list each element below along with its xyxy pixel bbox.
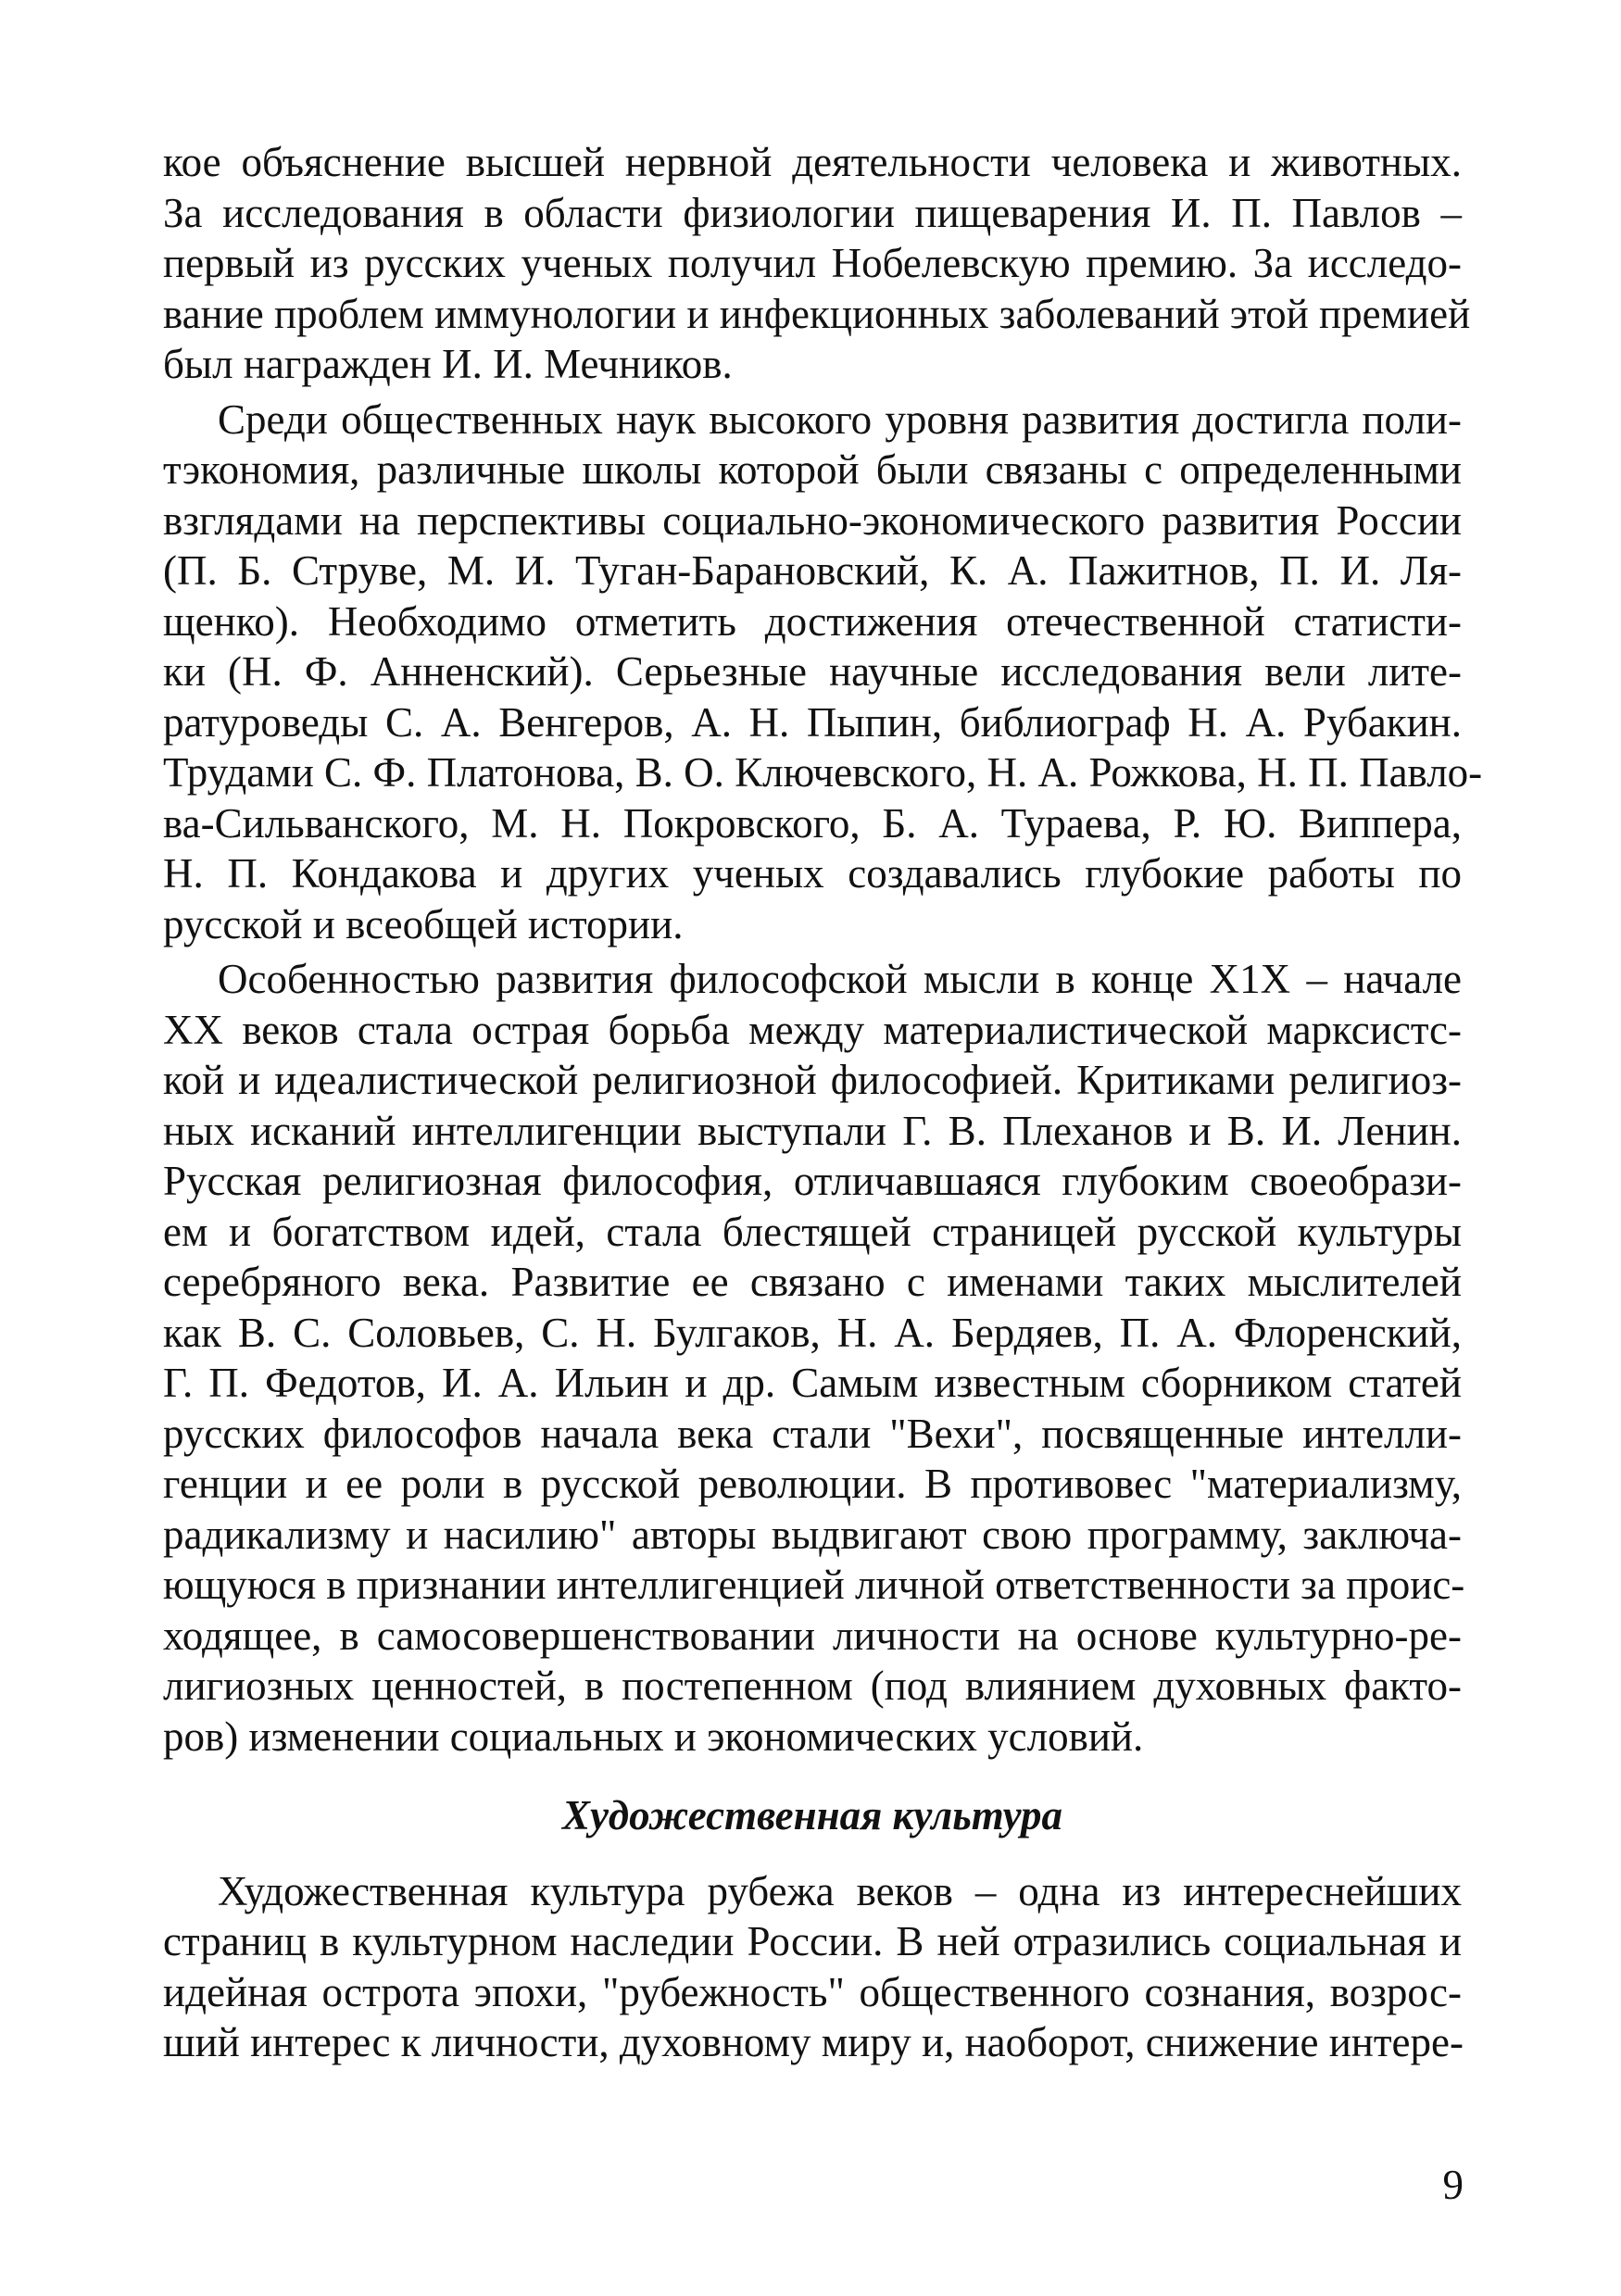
text-line: ва-Сильванского, М. Н. Покровского, Б. А. Тураева, Р. Ю. Виппера, <box>163 799 1462 847</box>
text-line: Н. П. Кондакова и других ученых создавались глубокие работы по <box>163 850 1462 897</box>
text-line: русской и всеобщей истории. <box>163 900 684 947</box>
section-paragraph <box>163 1866 1462 2068</box>
text-line: тэкономия, различные школы которой были связаны с определенными <box>163 446 1462 493</box>
text-line: серебряного века. Развитие ее связано с именами таких мыслителей <box>163 1259 1462 1305</box>
text-line: Особенностью развития философской мысли в конце Х1Х – начале <box>218 956 1462 1002</box>
text-line: лигиозных ценностей, в постепенном (под влиянием духовных факто- <box>163 1662 1462 1709</box>
text-line: первый из русских ученых получил Нобелевскую премию. За исследо- <box>163 240 1462 286</box>
text-line: вание проблем иммунологии и инфекционных заболеваний этой премией <box>163 290 1471 337</box>
text-line: кой и идеалистической религиозной философией. Критиками религиоз- <box>163 1057 1462 1103</box>
text-line: ходящее, в самосовершенствовании личности на основе культурно-ре- <box>163 1612 1462 1659</box>
text-line: ратуроведы С. А. Венгеров, А. Н. Пыпин, библиограф Н. А. Рубакин. <box>163 698 1462 746</box>
text-line: кое объяснение высшей нервной деятельности человека и животных. <box>163 139 1462 185</box>
text-line: ных исканий интеллигенции выступали Г. В. Плеханов и В. И. Ленин. <box>163 1107 1462 1154</box>
text-line: (П. Б. Струве, М. И. Туган-Барановский, К. А. Пажитнов, П. И. Ля- <box>163 547 1462 594</box>
text-line: Трудами С. Ф. Платонова, В. О. Ключевского, Н. А. Рожкова, Н. П. Павло- <box>163 749 1483 796</box>
text-line: страниц в культурном наследии России. В ней отразились социальная и <box>163 1918 1462 1964</box>
text-line: ющуюся в признании интеллигенцией личной ответственности за проис- <box>163 1562 1465 1608</box>
text-line: Среди общественных наук высокого уровня развития достигла поли- <box>218 395 1462 443</box>
text-line: ров) изменении социальных и экономических условий. <box>163 1713 1144 1760</box>
text-line: радикализму и насилию" авторы выдвигают свою программу, заключа- <box>163 1511 1462 1558</box>
body-text <box>163 137 1483 2068</box>
section-heading: Художественная культура <box>561 1792 1063 1838</box>
text-line: За исследования в области физиологии пищеварения И. П. Павлов – <box>163 189 1462 236</box>
text-line: щенко). Необходимо отметить достижения отечественной статисти- <box>163 597 1462 645</box>
text-line: идейная острота эпохи, "рубежность" общественного сознания, возрос- <box>163 1968 1462 2015</box>
paragraph-1 <box>163 137 1471 390</box>
text-line: ки (Н. Ф. Анненский). Серьезные научные исследования вели лите- <box>163 648 1462 695</box>
text-line: генции и ее роли в русской революции. В противовес "материализму, <box>163 1461 1462 1507</box>
text-line: Русская религиозная философия, отличавшаяся глубоким своеобрази- <box>163 1158 1462 1204</box>
text-line: как В. С. Соловьев, С. Н. Булгаков, Н. А. Бердяев, П. А. Флоренский, <box>163 1309 1462 1356</box>
text-line: ем и богатством идей, стала блестящей страницей русской культуры <box>163 1208 1462 1255</box>
text-line: русских философов начала века стали "Вехи", посвященные интелли- <box>163 1410 1462 1457</box>
text-line: взглядами на перспективы социально-экономического развития России <box>163 496 1462 544</box>
page-number: 9 <box>1442 2162 1464 2208</box>
text-line: ший интерес к личности, духовному миру и, наоборот, снижение интере- <box>163 2019 1464 2065</box>
text-line: был награжден И. И. Мечников. <box>163 341 733 387</box>
paragraph-3 <box>163 954 1465 1762</box>
text-line: ХХ веков стала острая борьба между материалистической марксистс- <box>163 1006 1462 1053</box>
paragraph-2 <box>163 395 1483 950</box>
text-line: Г. П. Федотов, И. А. Ильин и др. Самым известным сборником статей <box>163 1360 1462 1406</box>
text-line: Художественная культура рубежа веков – одна из интереснейших <box>218 1867 1462 1914</box>
